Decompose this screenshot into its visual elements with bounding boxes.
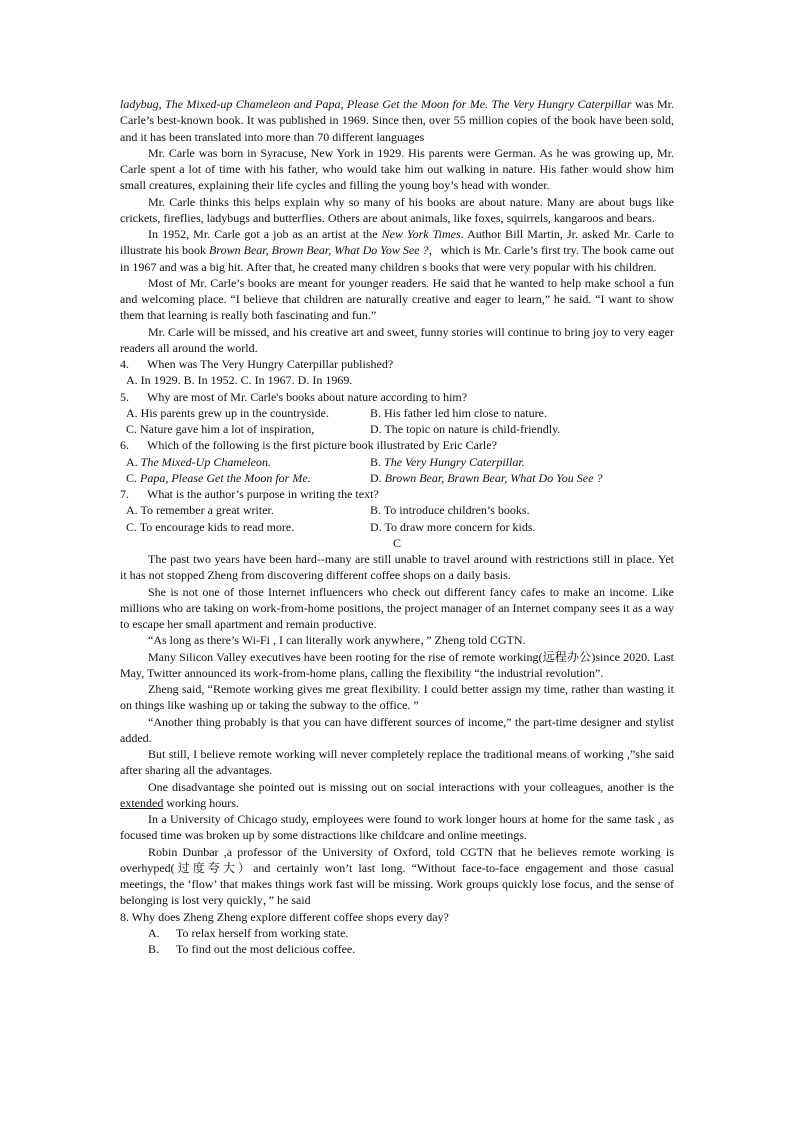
question-number: 4. [120, 357, 129, 371]
option-b: The Very Hungry Caterpillar. [384, 454, 525, 469]
paragraph-text: One disadvantage she pointed out is missing out on social interactions with your colleagues, another is the [148, 779, 674, 794]
option-a: The Mixed-Up Chameleon. [140, 454, 271, 469]
question-6 [120, 437, 674, 453]
passage-c-paragraph-4: Many Silicon Valley executives have been rooting for the rise of remote working(远程办公)since 2020. Last May, Twitter announced its work-from-home plans, calling the flexibility “the industrial revolution”. [120, 649, 674, 680]
passage-b-paragraph-4: Most of Mr. Carle’s books are meant for younger readers. He said that he wanted to help make school a fun and welcoming place. “I believe that children are naturally creative and eager to learn,” he said. “I want to show them that learning is really both fascinating and fun.” [120, 275, 674, 323]
paragraph-text: In 1952, Mr. Carle got a job as an artist at the [148, 227, 382, 241]
passage-c-paragraph-8 [120, 779, 674, 812]
passage-b-paragraph-0 [120, 96, 674, 145]
option-a-label: A. [126, 454, 141, 469]
book-title: Brown Bear, Brown Bear, What Do Yow See ? [209, 243, 429, 258]
option-d: D. The topic on nature is child-friendly. [370, 422, 561, 436]
paragraph-text: ，which is Mr. Carle’s first try. The book came out in 1967 and was a big hit. After that, he created many children s books that were very popular with his children. [120, 243, 674, 274]
passage-c-paragraph-5: Zheng said, “Remote working gives me great flexibility. I could better assign my time, rather than wasting it on things like washing up or taking the subway to the office. ” [120, 682, 674, 713]
option-d: Brown Bear, Brawn Bear, What Do You See ? [384, 470, 603, 485]
option-b: B. To introduce children’s books. [370, 503, 530, 518]
question-number: 7. [120, 487, 129, 501]
option-c: C. To encourage kids to read more. [126, 519, 295, 534]
passage-b-paragraph-2: Mr. Carle thinks this helps explain why so many of his books are about nature. Many are about bugs like crickets, fireflies, ladybugs and butterflies. Others are about animals, like foxes, squirrels, kangaroos and bears. [120, 194, 674, 225]
book-titles: ladybug, The Mixed-up Chameleon and Papa, Please Get the Moon for Me. The Very Hungry Caterpillar [120, 97, 632, 111]
option-b: To find out the most delicious coffee. [176, 942, 356, 956]
question-stem: When was The Very Hungry Caterpillar published? [147, 357, 394, 371]
option-a: To relax herself from working state. [176, 925, 349, 940]
passage-b-paragraph-5: Mr. Carle will be missed, and his creative art and sweet, funny stories will continue to bring joy to very eager readers all around the world. [120, 324, 674, 355]
question-stem: Which of the following is the first picture book illustrated by Eric Carle? [147, 438, 497, 453]
paragraph-text: working hours. [163, 795, 239, 810]
question-7-options-row-1 [120, 502, 674, 518]
question-6-options-row-1 [120, 454, 674, 470]
question-5-options-row-2 [120, 421, 674, 437]
question-stem: What is the author’s purpose in writing the text? [147, 487, 379, 501]
section-c-label: C [392, 535, 401, 550]
question-8-option-b [120, 941, 674, 957]
passage-c-paragraph-9: In a University of Chicago study, employees were found to work longer hours at home for the same task , as focused time was broken up by some distractions like childcare and online meetings. [120, 812, 674, 843]
option-c: Papa, Please Get the Moon for Me. [140, 470, 311, 485]
question-8-stem: 8. Why does Zheng Zheng explore different coffee shops every day? [120, 909, 449, 924]
passage-c-paragraph-3: “As long as there’s Wi-Fi , I can literally work anywhere，” Zheng told CGTN. [148, 633, 526, 648]
option-c: C. Nature gave him a lot of inspiration, [126, 422, 315, 436]
option-a: A. To remember a great writer. [126, 503, 274, 518]
newspaper-title: New York Times [381, 227, 461, 241]
passage-b-paragraph-3 [120, 226, 674, 275]
option-a: A. His parents grew up in the countryside. [126, 405, 329, 420]
question-7-options-row-2 [120, 519, 674, 535]
question-8-option-a [120, 925, 674, 941]
option-d-label: D. [370, 470, 385, 485]
paragraph-text: . Author Bill Martin, Jr. asked Mr. Carle to illustrate his book [120, 227, 674, 258]
question-stem: Why are most of Mr. Carle's books about nature according to him? [147, 389, 468, 404]
question-7 [120, 486, 674, 502]
underlined-word: extended [120, 795, 164, 810]
option-b: B. His father led him close to nature. [370, 405, 547, 420]
option-b-label: B. [370, 454, 385, 469]
question-4 [120, 356, 674, 372]
passage-c-paragraph-10: Robin Dunbar ,a professor of the University of Oxford, told CGTN that he believes remote working is overhyped(过度夸大）and certainly won’t last long. “Without face-to-face engagement and those casual meetings, the ‘flow’ that makes things work fast will be missing. Work groups quickly lose focus, and the sense of belonging is lost very quickly，” he said [120, 844, 674, 908]
passage-c-paragraph-7: But still, I believe remote working will never completely replace the traditional means of working ,”she said after sharing all the advantages. [120, 747, 674, 778]
question-5 [120, 389, 674, 405]
passage-b-paragraph-1: Mr. Carle was born in Syracuse, New York in 1929. His parents were German. As he was growing up, Mr. Carle spent a lot of time with his father, who would take him out walking in nature. His father would show him small creatures, explaining their life cycles and filling the young boy’s head with wonder. [120, 145, 674, 193]
question-4-options: A. In 1929. B. In 1952. C. In 1967. D. In 1969. [126, 373, 353, 388]
passage-c-paragraph-1: The past two years have been hard--many are still unable to travel around with restrictions still in place. Yet it has not stopped Zheng from discovering different coffee shops on a daily basis. [120, 552, 674, 583]
paragraph-text: was Mr. Carle’s best-known book. It was published in 1969. Since then, over 55 million copies of the book have been sold, and it has been translated into more than 70 different languages [120, 97, 674, 144]
passage-c-paragraph-2: She is not one of those Internet influencers who check out different fancy cafes to make an income. Like millions who are taking on work-from-home positions, the project manager of an Internet company sees it as a way to escape her small apartment and remain productive. [120, 584, 674, 631]
option-a-label: A. [148, 925, 160, 940]
question-number: 6. [120, 438, 129, 453]
option-d: D. To draw more concern for kids. [370, 519, 536, 534]
option-b-wrap [370, 454, 525, 470]
passage-c-paragraph-6: “Another thing probably is that you can have different sources of income,” the part-time designer and stylist added. [120, 714, 674, 745]
option-b-label: B. [148, 942, 160, 956]
question-number: 5. [120, 389, 129, 404]
question-6-options-row-2 [120, 470, 674, 486]
document-page [120, 96, 674, 957]
question-5-options-row-1 [120, 405, 674, 421]
option-d-wrap [370, 470, 602, 486]
option-c-label: C. [126, 470, 141, 485]
